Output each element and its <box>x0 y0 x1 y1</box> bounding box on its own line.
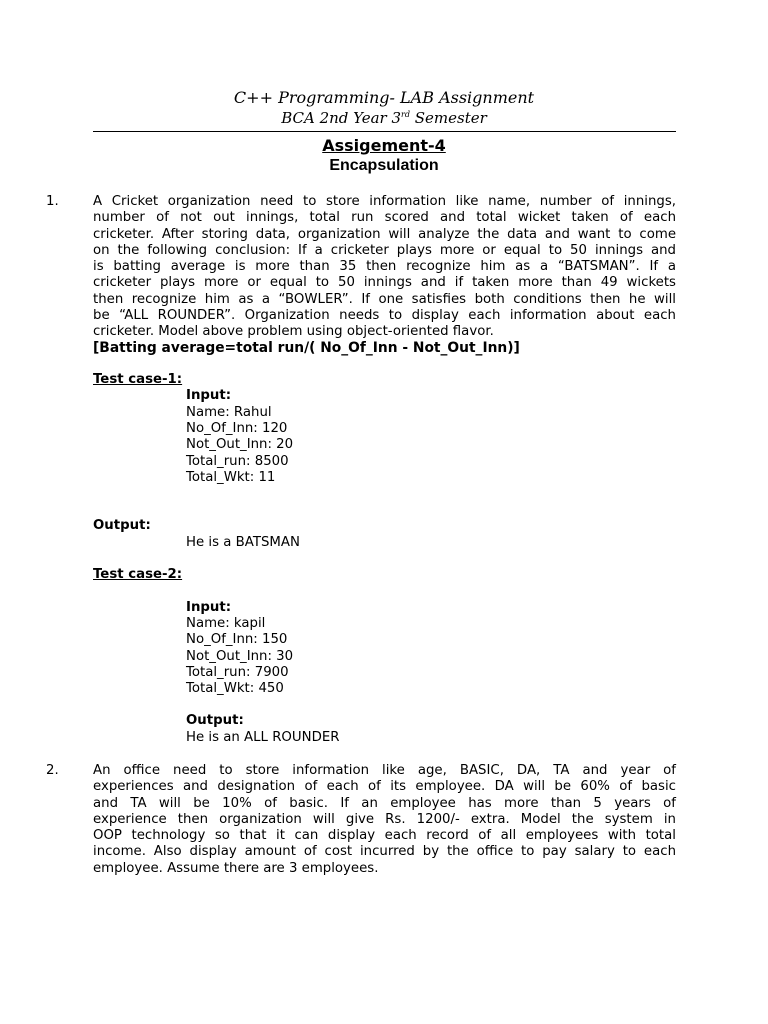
question-2-line: experiences and designation of each of its employee. DA will be 60% of basic <box>93 779 676 795</box>
question-1-line: be “ALL ROUNDER”. Organization needs to display each information about each <box>93 308 676 324</box>
test-case-2-label: Test case-2: <box>93 567 183 582</box>
question-2-line: An office need to store information like age, BASIC, DA, TA and year of <box>93 763 676 778</box>
test-case-2-output-label: Output: <box>186 713 244 728</box>
assignment-subtitle: Encapsulation <box>329 157 439 174</box>
question-1-text <box>93 194 676 341</box>
question-1-line: on the following conclusion: If a cricketer plays more or equal to 50 innings and <box>93 242 676 258</box>
test-case-2-output: He is an ALL ROUNDER <box>186 730 340 745</box>
test-case-1-input: Name: Rahul <box>186 405 272 420</box>
question-1-line: is batting average is more than 35 then recognize him as a “BATSMAN”. If a <box>93 259 676 275</box>
test-case-1-input: Not_Out_Inn: 20 <box>186 437 294 452</box>
test-case-1-output-label: Output: <box>93 518 151 533</box>
question-2-line: employee. Assume there are 3 employees. <box>93 860 379 876</box>
question-1-line: cricketer plays more or equal to 50 innings and if taken more than 49 wickets <box>93 275 676 291</box>
question-2-text <box>93 763 676 877</box>
test-case-2-input: Not_Out_Inn: 30 <box>186 649 294 664</box>
test-case-1-label: Test case-1: <box>93 372 183 387</box>
test-case-1-output: He is a BATSMAN <box>186 535 300 550</box>
course-subtitle <box>0 109 768 127</box>
question-2-line: income. Also display amount of cost incurred by the office to pay salary to each <box>93 844 676 860</box>
assignment-title: Assigement-4 <box>322 136 446 155</box>
test-case-2-input: Total_run: 7900 <box>186 665 289 680</box>
question-1-number: 1. <box>46 194 59 209</box>
question-2-line: and TA will be 10% of basic. If an employee has more than 5 years of <box>93 795 676 811</box>
question-1-line: cricketer. Model above problem using object-oriented flavor. <box>93 324 494 340</box>
batting-average-formula: [Batting average=total run/( No_Of_Inn - Not_Out_Inn)] <box>93 340 520 356</box>
test-case-1-input: Total_Wkt: 11 <box>186 470 276 485</box>
test-case-2-input: Name: kapil <box>186 616 266 631</box>
test-case-2-input: No_Of_Inn: 150 <box>186 632 288 647</box>
header-divider <box>93 131 676 132</box>
question-1-line: number of not out innings, total run scored and total wicket taken of each <box>93 210 676 226</box>
question-1-line: A Cricket organization need to store information like name, number of innings, <box>93 194 676 209</box>
course-year: BCA 2nd Year 3 <box>281 109 402 127</box>
question-1-line: cricketer. After storing data, organization will analyze the data and want to come <box>93 226 676 242</box>
test-case-2-input-label: Input: <box>186 600 232 615</box>
test-case-1-input: Total_run: 8500 <box>186 454 289 469</box>
test-case-1-input: No_Of_Inn: 120 <box>186 421 288 436</box>
question-2-line: OOP technology so that it can display each record of all employees with total <box>93 828 676 844</box>
test-case-1-input-label: Input: <box>186 388 232 403</box>
question-2-line: experience then organization will give Rs. 1200/- extra. Model the system in <box>93 811 676 827</box>
test-case-2-input: Total_Wkt: 450 <box>186 681 284 696</box>
question-1-line: then recognize him as a “BOWLER”. If one satisfies both conditions then he will <box>93 291 676 307</box>
course-title: C++ Programming- LAB Assignment <box>233 88 535 107</box>
course-semester: Semester <box>410 109 487 127</box>
course-year-suffix: rd <box>401 110 410 119</box>
question-2-number: 2. <box>46 763 59 778</box>
